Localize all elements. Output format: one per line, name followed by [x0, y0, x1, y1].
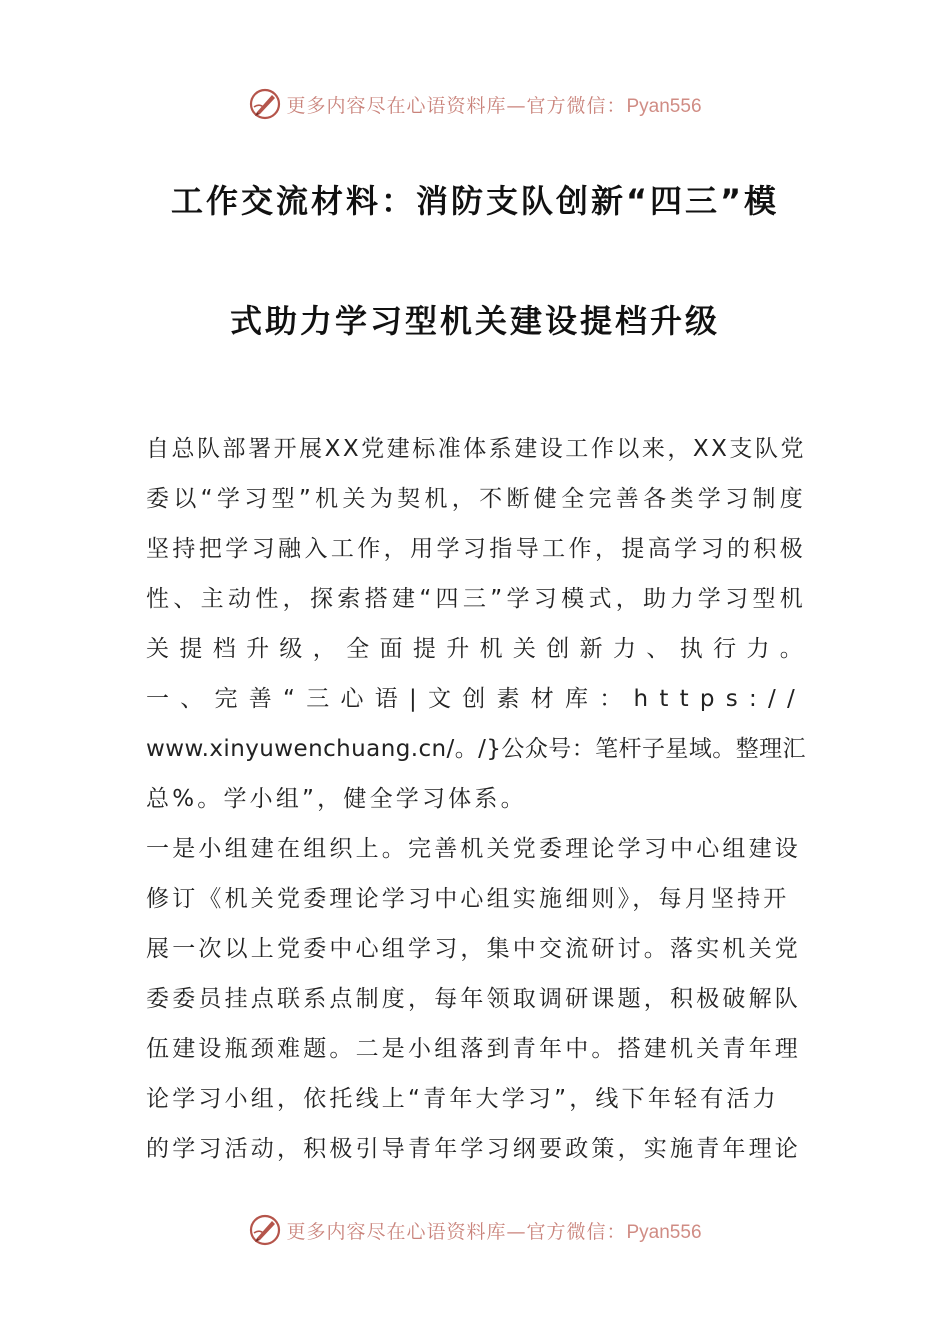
text-line: 自总队部署开展XX党建标准体系建设工作以来，XX支队党: [146, 436, 806, 462]
text-line: 性、主动性，探索搭建“四三”学习模式，助力学习型机: [146, 586, 806, 612]
text-line: 一是小组建在组织上。完善机关党委理论学习中心组建设: [146, 836, 801, 862]
text-line: 委委员挂点联系点制度，每年领取调研课题，积极破解队: [146, 986, 801, 1012]
heading-line: 总%。学小组”，健全学习体系。: [146, 786, 527, 812]
header-watermark: [0, 84, 950, 124]
document-body: [146, 424, 806, 1174]
wechat-id: Pyan556: [626, 1221, 702, 1243]
heading-line: 一、完善“三心语|文创素材库：https://: [146, 686, 806, 712]
heading-line: www.xinyuwenchuang.cn/。/}公众号：笔杆子星域。整理汇: [146, 736, 806, 762]
document-title-line-2: 式助力学习型机关建设提档升级: [229, 302, 720, 340]
document-title-line-1: 工作交流材料：消防支队创新“四三”模: [170, 182, 780, 220]
paragraph-study-groups: [146, 824, 806, 1174]
text-line: 坚持把学习融入工作，用学习指导工作，提高学习的积极: [146, 536, 806, 562]
wechat-id: Pyan556: [626, 95, 702, 117]
pen-logo-icon: [248, 87, 282, 121]
footer-watermark: [0, 1210, 950, 1250]
text-line: 委以“学习型”机关为契机，不断健全完善各类学习制度: [146, 486, 806, 512]
text-line: 论学习小组，依托线上“青年大学习”，线下年轻有活力: [146, 1086, 779, 1112]
text-line: 的学习活动，积极引导青年学习纲要政策，实施青年理论: [146, 1136, 801, 1162]
watermark-text: 更多内容尽在心语资料库—官方微信：Pyan556: [286, 1220, 702, 1243]
watermark-text: 更多内容尽在心语资料库—官方微信：Pyan556: [286, 94, 702, 117]
paragraph-intro: [146, 424, 806, 674]
text-line: 伍建设瓶颈难题。二是小组落到青年中。搭建机关青年理: [146, 1036, 801, 1062]
text-line: 关提档升级，全面提升机关创新力、执行力。: [146, 636, 806, 662]
section-heading-1: [146, 674, 806, 824]
text-line: 修订《机关党委理论学习中心组实施细则》，每月坚持开: [146, 886, 790, 912]
text-line: 展一次以上党委中心组学习，集中交流研讨。落实机关党: [146, 936, 801, 962]
pen-logo-icon: [248, 1213, 282, 1247]
